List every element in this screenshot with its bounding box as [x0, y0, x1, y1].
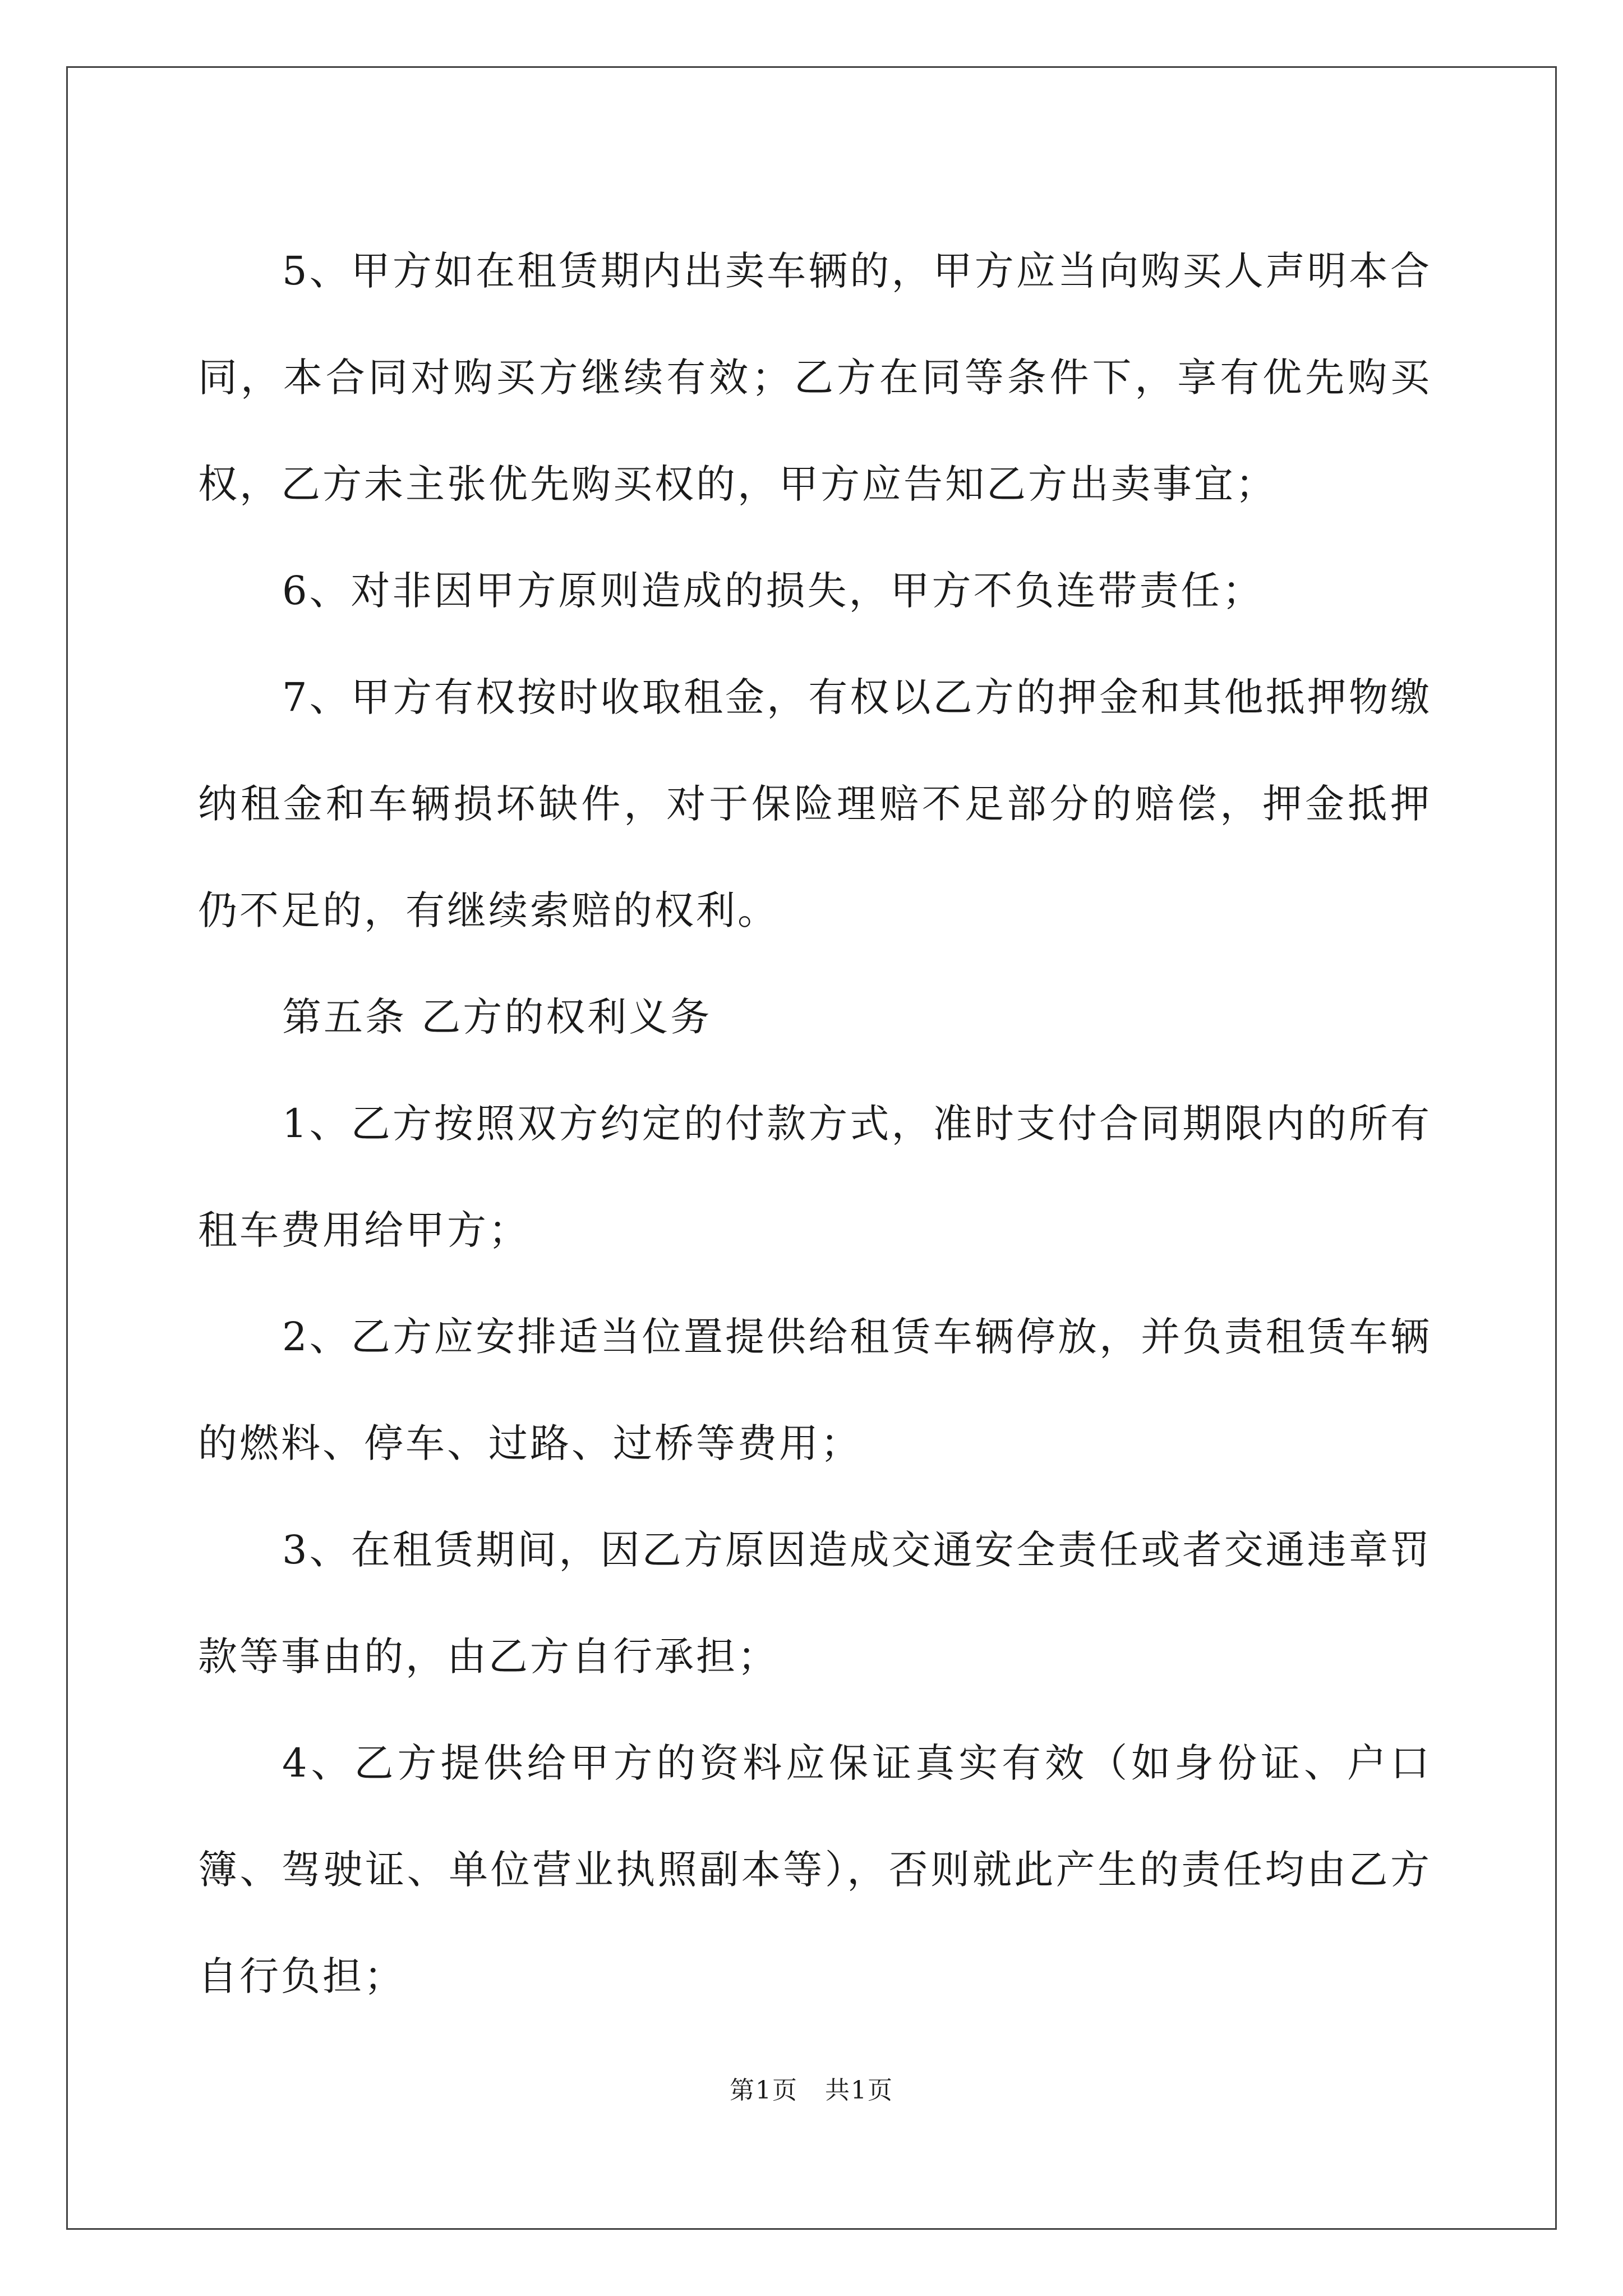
paragraph-clause-3: 3、在租赁期间，因乙方原因造成交通安全责任或者交通违章罚款等事由的，由乙方自行承担；	[198, 1527, 1432, 1680]
document-body	[198, 218, 1432, 2030]
paragraph-clause-2: 2、乙方应安排适当位置提供给租赁车辆停放，并负责租赁车辆的燃料、停车、过路、过桥等费用；	[198, 1314, 1432, 1466]
paragraph-clause-4: 4、乙方提供给甲方的资料应保证真实有效（如身份证、户口簿、驾驶证、单位营业执照副本等），否则就此产生的责任均由乙方自行负担；	[198, 1740, 1432, 1999]
paragraph-clause-1: 1、乙方按照双方约定的付款方式，准时支付合同期限内的所有租车费用给甲方；	[198, 1101, 1432, 1253]
page-footer	[0, 2070, 1623, 2106]
page-number: 第1页	[730, 2076, 799, 2105]
page-total: 共1页	[824, 2076, 893, 2105]
section-heading-article-5: 第五条 乙方的权利义务	[282, 994, 712, 1040]
paragraph-clause-6: 6、对非因甲方原则造成的损失，甲方不负连带责任；	[282, 568, 1264, 614]
paragraph-clause-7: 7、甲方有权按时收取租金，有权以乙方的押金和其他抵押物缴纳租金和车辆损坏缺件，对于保险理赔不足部分的赔偿，押金抵押仍不足的，有继续索赔的权利。	[198, 674, 1432, 933]
paragraph-clause-5: 5、甲方如在租赁期内出卖车辆的，甲方应当向购买人声明本合同，本合同对购买方继续有效；乙方在同等条件下，享有优先购买权，乙方未主张优先购买权的，甲方应告知乙方出卖事宜；	[198, 248, 1432, 507]
